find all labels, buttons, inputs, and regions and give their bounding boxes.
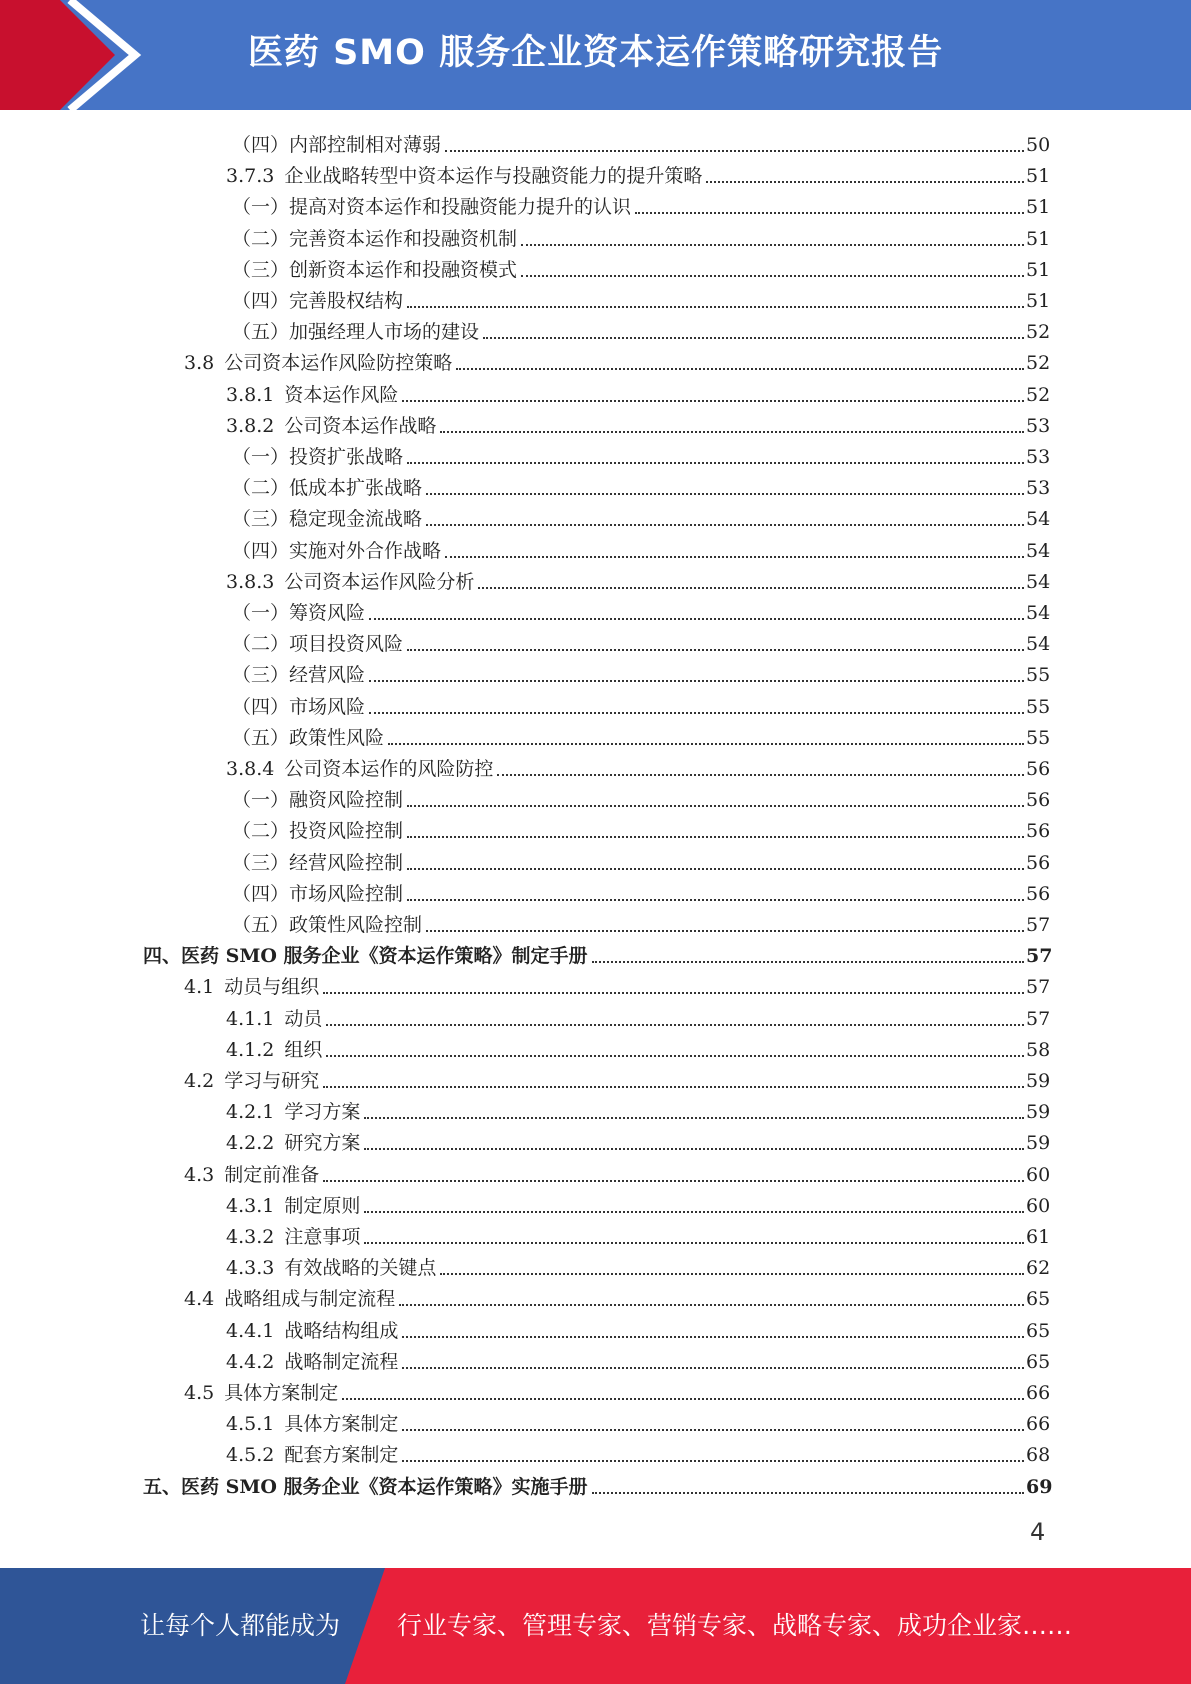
- toc-entry-page: 56: [1026, 789, 1051, 812]
- toc-entry-page: 56: [1026, 882, 1051, 905]
- toc-entry-title: 制定前准备: [224, 1163, 320, 1186]
- toc-dot-leader: [364, 1241, 1024, 1244]
- toc-entry-title: 公司资本运作的风险防控: [284, 758, 494, 780]
- toc-entry[interactable]: [226, 158, 1051, 189]
- toc-dot-leader: [402, 399, 1024, 402]
- toc-entry-page: 68: [1026, 1444, 1051, 1467]
- page-number: 4: [1030, 1518, 1046, 1546]
- toc-dot-leader: [426, 929, 1024, 932]
- toc-dot-leader: [497, 773, 1024, 776]
- toc-entry-title: 投资风险控制: [289, 820, 404, 843]
- toc-entry-title: 加强经理人市场的建设: [289, 321, 480, 344]
- page-footer: [0, 1568, 1191, 1684]
- toc-entry-title: 经营风险: [289, 664, 366, 687]
- toc-entry[interactable]: [226, 564, 1051, 595]
- toc-dot-leader: [440, 430, 1024, 433]
- toc-entry-title: 融资风险控制: [289, 789, 404, 812]
- toc-entry[interactable]: [184, 1375, 1051, 1406]
- toc-entry-page: 53: [1026, 477, 1051, 500]
- toc-entry[interactable]: [226, 1094, 1051, 1125]
- toc-entry-number: （二）: [232, 477, 290, 500]
- toc-entry[interactable]: [232, 876, 1051, 907]
- toc-entry[interactable]: [232, 252, 1051, 283]
- toc-entry-page: 53: [1026, 414, 1051, 437]
- toc-entry-title: 动员: [284, 1007, 323, 1030]
- toc-entry-number: 3.8.1: [226, 383, 275, 406]
- toc-entry-page: 51: [1026, 165, 1051, 188]
- toc-entry-page: 59: [1026, 1132, 1051, 1155]
- toc-entry-title: 动员与组织: [224, 976, 320, 999]
- toc-entry-page: 58: [1026, 1038, 1051, 1061]
- toc-entry-page: 60: [1026, 1194, 1051, 1217]
- toc-entry-title: 市场风险控制: [289, 882, 404, 905]
- toc-entry-page: 51: [1026, 227, 1051, 250]
- toc-entry-number: （五）: [232, 914, 290, 936]
- toc-entry-title: 公司资本运作风险分析: [284, 570, 475, 593]
- toc-entry-page: 66: [1026, 1382, 1051, 1404]
- toc-entry-number: （一）: [232, 446, 290, 468]
- toc-entry-number: （二）: [232, 820, 290, 843]
- toc-entry[interactable]: [226, 377, 1051, 408]
- toc-entry[interactable]: [143, 1469, 1053, 1500]
- toc-entry[interactable]: [226, 1437, 1051, 1468]
- toc-dot-leader: [326, 1023, 1024, 1026]
- toc-entry-number: 4.5.2: [226, 1444, 275, 1467]
- toc-entry[interactable]: [232, 470, 1051, 501]
- footer-slogan-left: 让每个人都能成为: [140, 1611, 341, 1640]
- toc-entry[interactable]: [226, 408, 1051, 439]
- toc-entry-page: 57: [1026, 1007, 1051, 1030]
- toc-entry[interactable]: [232, 127, 1051, 158]
- toc-dot-leader: [407, 305, 1024, 308]
- toc-entry-title: 学习与研究: [224, 1070, 320, 1092]
- toc-entry-page: 65: [1026, 1350, 1051, 1373]
- toc-dot-leader: [483, 336, 1024, 339]
- toc-entry[interactable]: [232, 782, 1051, 813]
- toc-entry-page: 59: [1026, 1070, 1051, 1092]
- toc-entry[interactable]: [232, 221, 1051, 252]
- toc-entry-title: 市场风险: [289, 695, 366, 718]
- toc-entry-title: 制定原则: [284, 1194, 361, 1217]
- toc-entry-page: 61: [1026, 1226, 1051, 1248]
- report-title: 医药 SMO 服务企业资本运作策略研究报告: [247, 33, 944, 73]
- toc-entry-number: 4.2.1: [226, 1101, 275, 1124]
- toc-entry-title: 稳定现金流战略: [289, 508, 423, 531]
- toc-entry-title: 学习方案: [284, 1101, 361, 1124]
- toc-entry-title: 战略组成与制定流程: [224, 1288, 396, 1311]
- toc-dot-leader: [407, 867, 1024, 870]
- toc-entry[interactable]: [226, 1032, 1051, 1063]
- toc-entry[interactable]: [143, 938, 1053, 969]
- toc-entry-title: 战略结构组成: [284, 1319, 399, 1342]
- toc-entry[interactable]: [232, 189, 1051, 220]
- toc-entry-page: 54: [1026, 508, 1051, 531]
- toc-entry[interactable]: [232, 907, 1051, 938]
- toc-entry-number: 4.5.1: [226, 1413, 275, 1436]
- toc-entry-page: 54: [1026, 633, 1051, 656]
- toc-dot-leader: [478, 586, 1024, 589]
- toc-dot-leader: [388, 742, 1024, 745]
- toc-entry-page: 54: [1026, 539, 1051, 562]
- toc-entry-number: （三）: [232, 508, 290, 531]
- toc-entry-number: 4.3: [184, 1163, 215, 1186]
- toc-entry-title: 研究方案: [284, 1132, 361, 1155]
- toc-entry-number: （一）: [232, 789, 290, 812]
- toc-entry-title: 配套方案制定: [284, 1444, 399, 1467]
- toc-entry[interactable]: [184, 969, 1051, 1000]
- toc-entry[interactable]: [226, 751, 1051, 782]
- toc-entry-page: 52: [1026, 383, 1051, 406]
- toc-entry-number: 4.5: [184, 1382, 215, 1404]
- toc-dot-leader: [369, 711, 1024, 714]
- toc-entry[interactable]: [232, 439, 1051, 470]
- toc-entry[interactable]: [184, 1281, 1051, 1312]
- toc-entry-number: 4.4: [184, 1288, 215, 1311]
- toc-entry-title: 具体方案制定: [284, 1413, 399, 1436]
- toc-entry[interactable]: [226, 1344, 1051, 1375]
- toc-entry[interactable]: [232, 626, 1051, 657]
- toc-entry-title: 项目投资风险: [289, 633, 404, 656]
- toc-entry-title: 实施对外合作战略: [289, 539, 442, 562]
- toc-entry[interactable]: [232, 720, 1051, 751]
- toc-entry-page: 57: [1026, 945, 1053, 968]
- toc-entry-number: 4.3.3: [226, 1257, 275, 1280]
- toc-entry-number: （一）: [232, 602, 290, 624]
- toc-entry[interactable]: [184, 1157, 1051, 1188]
- toc-entry-page: 66: [1026, 1413, 1051, 1436]
- toc-entry-title: 有效战略的关键点: [284, 1257, 437, 1280]
- toc-entry[interactable]: [232, 595, 1051, 626]
- toc-entry-title: 政策性风险控制: [289, 914, 423, 936]
- toc-dot-leader: [445, 555, 1024, 558]
- toc-dot-leader: [402, 1335, 1024, 1338]
- toc-dot-leader: [407, 898, 1024, 901]
- toc-entry-title: 公司资本运作战略: [284, 414, 437, 437]
- toc-entry-number: 4.1.1: [226, 1007, 275, 1030]
- toc-entry-title: 政策性风险: [289, 726, 385, 749]
- toc-dot-leader: [426, 523, 1024, 526]
- toc-entry-title: 资本运作风险: [284, 383, 399, 406]
- toc-entry-title: 提高对资本运作和投融资能力提升的认识: [289, 196, 632, 219]
- toc-entry-page: 53: [1026, 446, 1051, 468]
- toc-entry[interactable]: [226, 1313, 1051, 1344]
- toc-dot-leader: [323, 1179, 1024, 1182]
- toc-dot-leader: [521, 274, 1024, 277]
- toc-entry-number: 4.1: [184, 976, 215, 999]
- toc-entry[interactable]: [226, 1250, 1051, 1281]
- toc-entry-page: 56: [1026, 851, 1051, 874]
- toc-dot-leader: [407, 461, 1024, 464]
- toc-entry-page: 50: [1026, 134, 1051, 156]
- toc-entry-number: 4.4.2: [226, 1350, 275, 1373]
- toc-entry-page: 54: [1026, 570, 1051, 593]
- toc-dot-leader: [440, 1272, 1024, 1275]
- toc-dot-leader: [369, 679, 1024, 682]
- toc-entry-page: 65: [1026, 1288, 1051, 1311]
- toc-entry-number: （四）: [232, 695, 290, 718]
- toc-entry[interactable]: [184, 345, 1051, 376]
- toc-entry-title: 医药 SMO 服务企业《资本运作策略》制定手册: [181, 945, 588, 968]
- toc-entry-number: 4.4.1: [226, 1319, 275, 1342]
- toc-entry-number: （三）: [232, 851, 290, 874]
- toc-dot-leader: [323, 1085, 1024, 1088]
- toc-entry-title: 具体方案制定: [224, 1382, 339, 1404]
- toc-dot-leader: [364, 1116, 1024, 1119]
- toc-dot-leader: [426, 492, 1024, 495]
- toc-entry-number: （五）: [232, 321, 290, 344]
- toc-entry[interactable]: [184, 1063, 1051, 1094]
- toc-entry-title: 低成本扩张战略: [289, 477, 423, 500]
- toc-entry-page: 59: [1026, 1101, 1051, 1124]
- toc-entry-page: 55: [1026, 664, 1051, 687]
- toc-entry-page: 56: [1026, 758, 1051, 780]
- toc-entry[interactable]: [226, 1188, 1051, 1219]
- toc-entry[interactable]: [226, 1001, 1051, 1032]
- toc-entry-number: 4.3.1: [226, 1194, 275, 1217]
- toc-entry[interactable]: [232, 813, 1051, 844]
- toc-dot-leader: [407, 804, 1024, 807]
- toc-entry-title: 公司资本运作风险防控策略: [224, 352, 453, 375]
- toc-dot-leader: [592, 960, 1024, 963]
- toc-dot-leader: [342, 1397, 1024, 1400]
- toc-dot-leader: [364, 1210, 1024, 1213]
- toc-entry-number: 4.3.2: [226, 1226, 275, 1248]
- toc-entry-page: 65: [1026, 1319, 1051, 1342]
- toc-entry-number: 3.8.3: [226, 570, 275, 593]
- toc-dot-leader: [402, 1428, 1024, 1431]
- toc-entry[interactable]: [232, 533, 1051, 564]
- toc-entry-number: （一）: [232, 196, 290, 219]
- toc-entry-number: （四）: [232, 539, 290, 562]
- toc-entry-number: （四）: [232, 290, 290, 312]
- toc-entry-number: 四、: [143, 945, 182, 968]
- toc-dot-leader: [364, 1147, 1024, 1150]
- toc-entry-number: （二）: [232, 633, 290, 656]
- toc-dot-leader: [445, 149, 1024, 152]
- toc-dot-leader: [706, 180, 1024, 183]
- toc-entry-page: 51: [1026, 290, 1051, 312]
- page-header: [0, 0, 1191, 110]
- toc-dot-leader: [407, 835, 1024, 838]
- toc-entry[interactable]: [226, 1406, 1051, 1437]
- toc-entry-number: 4.2: [184, 1070, 215, 1092]
- toc-entry-title: 战略制定流程: [284, 1350, 399, 1373]
- toc-entry-page: 51: [1026, 258, 1051, 281]
- toc-entry-number: （三）: [232, 258, 290, 281]
- toc-dot-leader: [592, 1491, 1024, 1494]
- toc-dot-leader: [402, 1366, 1024, 1369]
- toc-entry[interactable]: [232, 283, 1051, 314]
- toc-entry-number: 五、: [143, 1475, 182, 1498]
- toc-entry-title: 组织: [284, 1038, 323, 1061]
- toc-entry-number: 3.8: [184, 352, 215, 375]
- toc-dot-leader: [635, 211, 1024, 214]
- toc-dot-leader: [456, 367, 1024, 370]
- toc-entry-title: 经营风险控制: [289, 851, 404, 874]
- footer-slogan-right: 行业专家、管理专家、营销专家、战略专家、成功企业家……: [397, 1611, 1073, 1640]
- toc-entry-title: 注意事项: [284, 1226, 361, 1248]
- toc-entry[interactable]: [232, 845, 1051, 876]
- toc-entry-page: 69: [1026, 1475, 1053, 1498]
- toc-dot-leader: [369, 617, 1024, 620]
- toc-entry[interactable]: [232, 689, 1051, 720]
- toc-entry-title: 完善股权结构: [289, 290, 404, 312]
- toc-entry-page: 56: [1026, 820, 1051, 843]
- toc-entry-page: 62: [1026, 1257, 1051, 1280]
- toc-entry-number: （四）: [232, 882, 290, 905]
- toc-entry-number: 3.8.2: [226, 414, 275, 437]
- toc-entry-number: 4.1.2: [226, 1038, 275, 1061]
- toc-entry-title: 投资扩张战略: [289, 446, 404, 468]
- toc-entry-page: 60: [1026, 1163, 1051, 1186]
- toc-entry-title: 筹资风险: [289, 602, 366, 624]
- toc-entry-number: （四）: [232, 134, 290, 156]
- toc-entry[interactable]: [232, 501, 1051, 532]
- toc-entry-page: 51: [1026, 196, 1051, 219]
- toc-entry-number: （二）: [232, 227, 290, 250]
- toc-entry-page: 55: [1026, 726, 1051, 749]
- toc-entry[interactable]: [232, 314, 1051, 345]
- toc-entry-page: 54: [1026, 602, 1051, 624]
- toc-entry-page: 52: [1026, 352, 1051, 375]
- toc-entry-title: 创新资本运作和投融资模式: [289, 258, 518, 281]
- toc-entry-title: 完善资本运作和投融资机制: [289, 227, 518, 250]
- toc-entry-number: （三）: [232, 664, 290, 687]
- toc-entry-page: 57: [1026, 914, 1051, 936]
- toc-entry[interactable]: [226, 1125, 1051, 1156]
- toc-entry-number: （五）: [232, 726, 290, 749]
- toc-entry[interactable]: [226, 1219, 1051, 1250]
- toc-dot-leader: [326, 1054, 1024, 1057]
- toc-entry-page: 52: [1026, 321, 1051, 344]
- toc-entry-title: 企业战略转型中资本运作与投融资能力的提升策略: [284, 165, 703, 188]
- toc-entry[interactable]: [232, 657, 1051, 688]
- toc-entry-title: 内部控制相对薄弱: [289, 134, 442, 156]
- toc-entry-number: 3.8.4: [226, 758, 275, 780]
- toc-dot-leader: [402, 1459, 1024, 1462]
- toc-dot-leader: [407, 648, 1024, 651]
- toc-entry-page: 55: [1026, 695, 1051, 718]
- toc-entry-number: 3.7.3: [226, 165, 275, 188]
- toc-dot-leader: [521, 243, 1024, 246]
- toc-dot-leader: [323, 991, 1024, 994]
- toc-entry-number: 4.2.2: [226, 1132, 275, 1155]
- toc-entry-title: 医药 SMO 服务企业《资本运作策略》实施手册: [181, 1475, 588, 1498]
- toc-dot-leader: [399, 1303, 1024, 1306]
- toc-entry-page: 57: [1026, 976, 1051, 999]
